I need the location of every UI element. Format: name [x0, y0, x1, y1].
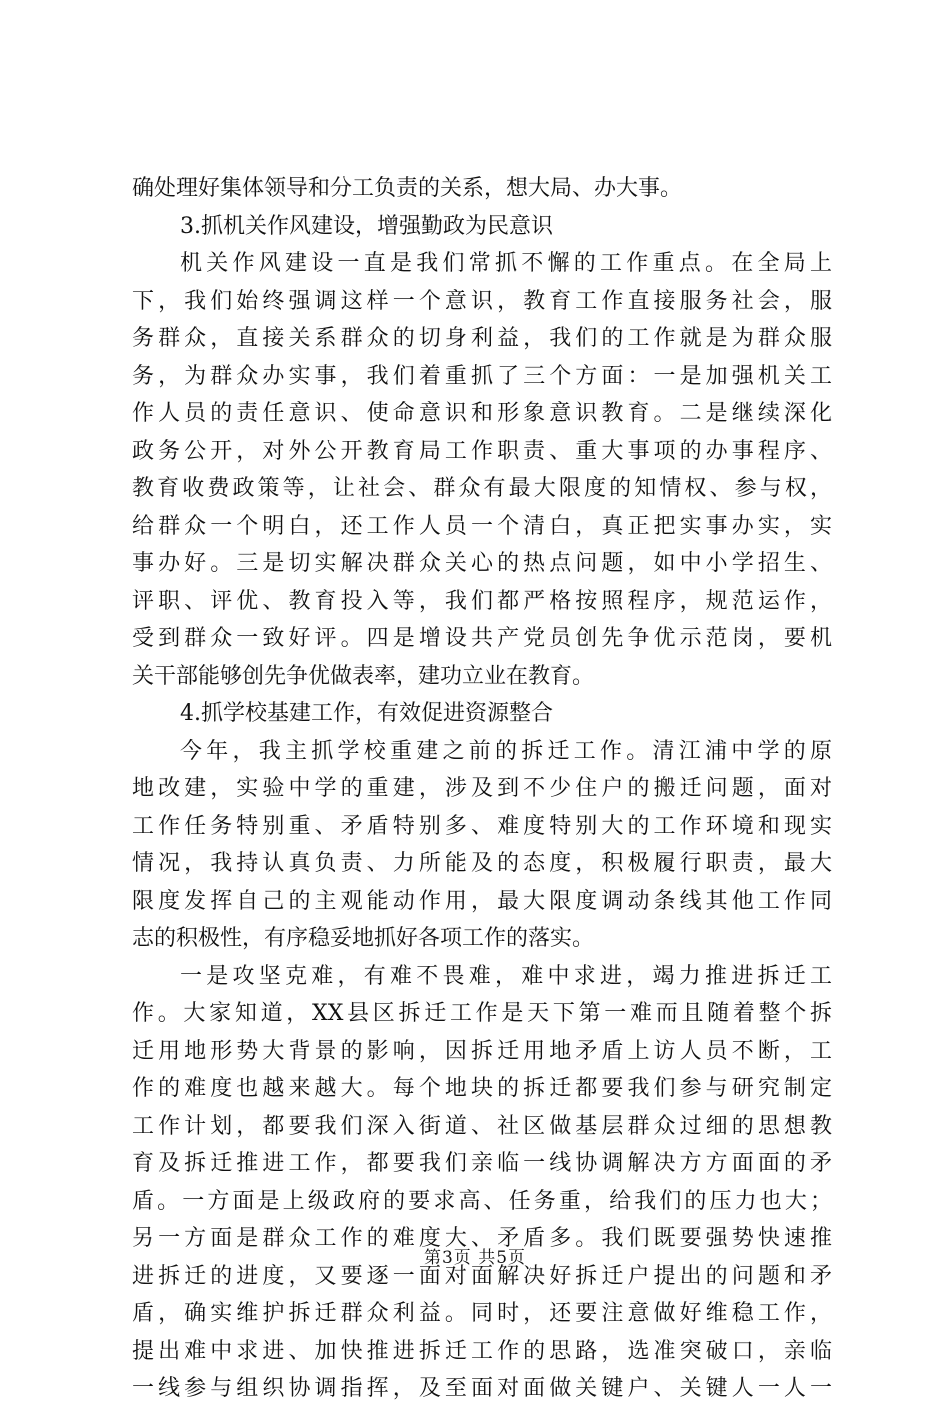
text-line: 另一方面是群众工作的难度大、矛盾多。我们既要强势快速推	[132, 1226, 832, 1251]
page-footer: 第3页 共5页	[423, 1248, 527, 1268]
text-line: 机关作风建设一直是我们常抓不懈的工作重点。在全局上	[180, 251, 832, 276]
text-line: 受到群众一致好评。四是增设共产党员创先争优示范岗，要机	[132, 626, 832, 651]
text-line: 育及拆迁推进工作，都要我们亲临一线协调解决方方面面的矛	[132, 1151, 832, 1176]
text-line: 作的难度也越来越大。每个地块的拆迁都要我们参与研究制定	[132, 1076, 832, 1101]
section-heading: 4.抓学校基建工作，有效促进资源整合	[180, 701, 553, 726]
text-line: 工作计划，都要我们深入街道、社区做基层群众过细的思想教	[132, 1113, 832, 1139]
text-line: 盾。一方面是上级政府的要求高、任务重，给我们的压力也大；	[132, 1188, 832, 1214]
text-line: 给群众一个明白，还工作人员一个清白，真正把实事办实，实	[132, 513, 832, 539]
text-line: 迁用地形势大背景的影响，因拆迁用地矛盾上访人员不断，工	[132, 1038, 832, 1064]
section-heading: 3.抓机关作风建设，增强勤政为民意识	[180, 213, 553, 239]
text-line: 务，为群众办实事，我们着重抓了三个方面：一是加强机关工	[132, 363, 832, 389]
text-line: 工作任务特别重、矛盾特别多、难度特别大的工作环境和现实	[132, 813, 832, 839]
text-line: 作。大家知道，XX县区拆迁工作是天下第一难而且随着整个拆	[132, 1001, 832, 1026]
text-line: 情况，我持认真负责、力所能及的态度，积极履行职责，最大	[132, 851, 832, 876]
text-line: 确处理好集体领导和分工负责的关系，想大局、办大事。	[132, 176, 683, 201]
text-line: 作人员的责任意识、使命意识和形象意识教育。二是继续深化	[132, 401, 832, 426]
text-line: 一线参与组织协调指挥，及至面对面做关键户、关键人一人一	[132, 1376, 832, 1401]
text-line: 今年，我主抓学校重建之前的拆迁工作。清江浦中学的原	[180, 738, 832, 764]
text-line: 政务公开，对外公开教育局工作职责、重大事项的办事程序、	[132, 438, 832, 464]
text-line: 一是攻坚克难，有难不畏难，难中求进，竭力推进拆迁工	[180, 963, 832, 989]
text-line: 地改建，实验中学的重建，涉及到不少住户的搬迁问题，面对	[132, 776, 832, 801]
text-line: 事办好。三是切实解决群众关心的热点问题，如中小学招生、	[132, 551, 832, 576]
text-line: 关干部能够创先争优做表率，建功立业在教育。	[132, 663, 595, 689]
text-line: 务群众，直接关系群众的切身利益，我们的工作就是为群众服	[132, 326, 832, 351]
text-line: 提出难中求进、加快推进拆迁工作的思路，选准突破口，亲临	[132, 1338, 832, 1364]
text-line: 下，我们始终强调这样一个意识，教育工作直接服务社会，服	[132, 288, 832, 314]
text-line: 评职、评优、教育投入等，我们都严格按照程序，规范运作，	[132, 588, 832, 614]
text-line: 教育收费政策等，让社会、群众有最大限度的知情权、参与权，	[132, 476, 832, 501]
text-line: 志的积极性，有序稳妥地抓好各项工作的落实。	[132, 926, 595, 951]
text-line: 限度发挥自己的主观能动作用，最大限度调动条线其他工作同	[132, 888, 832, 914]
text-line: 盾，确实维护拆迁群众利益。同时，还要注意做好维稳工作，	[132, 1301, 832, 1326]
text-line: 进拆迁的进度，又要逐一面对面解决好拆迁户提出的问题和矛	[132, 1263, 832, 1289]
document-body	[132, 170, 832, 1408]
